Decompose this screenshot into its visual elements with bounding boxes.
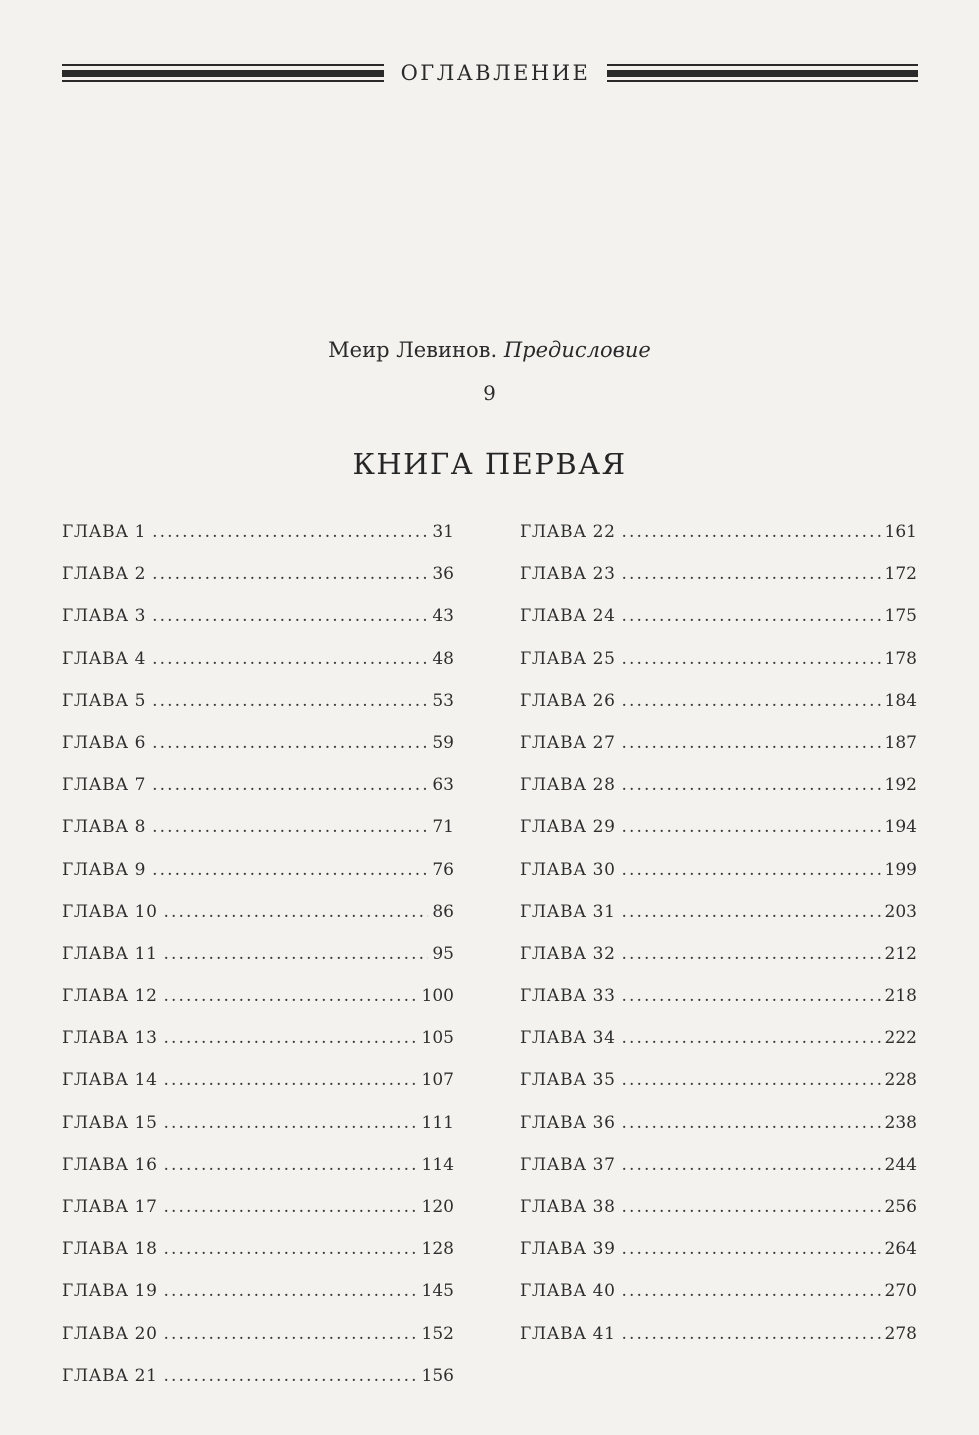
dot-leader [164,1274,418,1308]
dot-leader [152,853,428,887]
page-number: 222 [884,1028,917,1049]
toc-entry[interactable] [62,515,454,557]
dot-leader [622,1317,881,1351]
page-number: 95 [432,943,454,964]
dot-leader [152,810,428,844]
page-number: 145 [421,1281,454,1302]
chapter-label: ГЛАВА 12 [62,986,158,1007]
toc-entry[interactable] [520,642,917,684]
toc-entry[interactable] [62,557,454,599]
toc-entry[interactable] [520,895,917,937]
toc-entry[interactable] [62,1274,454,1316]
page-number: 218 [884,986,917,1007]
page-number: 194 [884,817,917,838]
page-number: 48 [432,648,454,669]
toc-entry[interactable] [62,1148,454,1190]
chapter-label: ГЛАВА 3 [62,606,147,627]
page-number: 203 [884,901,917,922]
dot-leader [622,684,881,718]
chapter-label: ГЛАВА 17 [62,1197,158,1217]
dot-leader [164,979,418,1013]
toc-entry[interactable] [62,895,454,937]
page-title: ОГЛАВЛЕНИЕ [400,61,591,85]
dot-leader [622,726,881,760]
toc-right-column [520,515,917,1359]
page-number: 156 [421,1365,454,1386]
chapter-label: ГЛАВА 27 [520,732,616,753]
toc-entry[interactable] [62,1021,454,1063]
toc-entry[interactable] [520,810,917,852]
dot-leader [622,1274,881,1308]
page-number: 278 [884,1323,917,1344]
dot-leader [164,1232,418,1266]
toc-entry[interactable] [520,937,917,979]
dot-leader [164,1021,418,1055]
toc-entry[interactable] [520,599,917,641]
dot-leader [164,895,429,929]
page-number: 175 [884,606,917,627]
chapter-label: ГЛАВА 4 [62,648,147,669]
dot-leader [152,557,428,591]
dot-leader [622,895,881,929]
page-number: 53 [432,690,454,711]
chapter-label: ГЛАВА 5 [62,690,147,711]
toc-entry[interactable] [62,1359,454,1401]
dot-leader [164,1063,418,1097]
page-number: 212 [884,943,917,964]
page-number: 31 [432,522,454,542]
chapter-label: ГЛАВА 15 [62,1112,158,1133]
page-number: 256 [884,1197,917,1217]
toc-entry[interactable] [62,853,454,895]
dot-leader [622,768,881,802]
page-number: 184 [884,690,917,711]
dot-leader [152,684,428,718]
preface-title: Предисловие [503,338,651,362]
page-header [62,60,918,86]
dot-leader [622,1190,881,1224]
chapter-label: ГЛАВА 19 [62,1281,158,1302]
toc-entry[interactable] [520,1063,917,1105]
toc-entry[interactable] [62,1190,454,1232]
page-number: 172 [884,564,917,585]
page-number: 244 [884,1154,917,1175]
chapter-label: ГЛАВА 39 [520,1239,616,1260]
toc-entry[interactable] [520,853,917,895]
toc-entry[interactable] [520,1148,917,1190]
toc-left-column [62,515,454,1401]
page-number: 76 [432,859,454,880]
chapter-label: ГЛАВА 20 [62,1323,158,1344]
dot-leader [622,1021,881,1055]
chapter-label: ГЛАВА 6 [62,732,147,753]
toc-entry[interactable] [520,684,917,726]
chapter-label: ГЛАВА 33 [520,986,616,1007]
dot-leader [164,1106,418,1140]
dot-leader [164,1359,418,1393]
toc-entry[interactable] [520,1190,917,1232]
toc-entry[interactable] [520,557,917,599]
chapter-label: ГЛАВА 37 [520,1154,616,1175]
toc-entry[interactable] [520,768,917,810]
dot-leader [622,599,881,633]
chapter-label: ГЛАВА 29 [520,817,616,838]
page-number: 59 [432,732,454,753]
chapter-label: ГЛАВА 22 [520,522,616,542]
dot-leader [622,1063,881,1097]
page-number: 43 [432,606,454,627]
chapter-label: ГЛАВА 9 [62,859,147,880]
page-number: 114 [421,1154,454,1175]
chapter-label: ГЛАВА 35 [520,1070,616,1091]
toc-entry[interactable] [520,1021,917,1063]
dot-leader [164,1190,418,1224]
dot-leader [152,515,428,549]
dot-leader [622,515,881,549]
page-number: 178 [884,648,917,669]
toc-entry[interactable] [62,1063,454,1105]
chapter-label: ГЛАВА 23 [520,564,616,585]
dot-leader [622,642,881,676]
chapter-label: ГЛАВА 28 [520,775,616,796]
preface-entry[interactable] [0,336,979,364]
page-number: 199 [884,859,917,880]
dot-leader [622,1232,881,1266]
dot-leader [622,810,881,844]
toc-entry[interactable] [62,599,454,641]
chapter-label: ГЛАВА 30 [520,859,616,880]
chapter-label: ГЛАВА 36 [520,1112,616,1133]
chapter-label: ГЛАВА 26 [520,690,616,711]
dot-leader [622,979,881,1013]
page-number: 187 [884,732,917,753]
dot-leader [622,1148,881,1182]
page-number: 100 [421,986,454,1007]
toc-entry[interactable] [520,1106,917,1148]
toc-entry[interactable] [520,1232,917,1274]
dot-leader [622,1106,881,1140]
chapter-label: ГЛАВА 40 [520,1281,616,1302]
chapter-label: ГЛАВА 21 [62,1365,158,1386]
page-number: 111 [421,1112,454,1133]
toc-entry[interactable] [62,937,454,979]
dot-leader [152,642,428,676]
dot-leader [622,557,881,591]
toc-entry[interactable] [62,726,454,768]
page-number: 36 [432,564,454,585]
dot-leader [152,768,428,802]
page-number: 192 [884,775,917,796]
dot-leader [622,853,881,887]
chapter-label: ГЛАВА 1 [62,522,147,542]
toc-entry[interactable] [520,1274,917,1316]
page-number: 152 [421,1323,454,1344]
chapter-label: ГЛАВА 34 [520,1028,616,1049]
page-number: 270 [884,1281,917,1302]
chapter-label: ГЛАВА 31 [520,901,616,922]
preface-author: Меир Левинов. [328,338,498,362]
header-rule-left [62,64,384,82]
toc-entry[interactable] [62,1317,454,1359]
chapter-label: ГЛАВА 8 [62,817,147,838]
page-number: 238 [884,1112,917,1133]
page-number: 228 [884,1070,917,1091]
toc-entry[interactable] [520,726,917,768]
chapter-label: ГЛАВА 16 [62,1154,158,1175]
book-title: КНИГА ПЕРВАЯ [352,447,627,481]
chapter-label: ГЛАВА 10 [62,901,158,922]
chapter-label: ГЛАВА 38 [520,1197,616,1217]
page-number: 128 [421,1239,454,1260]
chapter-label: ГЛАВА 11 [62,943,158,964]
page-number: 264 [884,1239,917,1260]
dot-leader [152,726,428,760]
chapter-label: ГЛАВА 14 [62,1070,158,1091]
page-number: 63 [432,775,454,796]
page-number: 105 [421,1028,454,1049]
page-number: 120 [421,1197,454,1217]
chapter-label: ГЛАВА 7 [62,775,147,796]
preface-page-number: 9 [483,381,496,405]
toc-entry[interactable] [62,1232,454,1274]
page-number: 161 [884,522,917,542]
chapter-label: ГЛАВА 2 [62,564,147,585]
dot-leader [164,1317,418,1351]
chapter-label: ГЛАВА 41 [520,1323,616,1344]
chapter-label: ГЛАВА 18 [62,1239,158,1260]
toc-entry[interactable] [62,810,454,852]
dot-leader [622,937,881,971]
toc-entry[interactable] [520,979,917,1021]
header-rule-right [607,64,918,82]
chapter-label: ГЛАВА 32 [520,943,616,964]
toc-entry[interactable] [520,515,917,557]
toc-entry[interactable] [62,979,454,1021]
chapter-label: ГЛАВА 24 [520,606,616,627]
chapter-label: ГЛАВА 25 [520,648,616,669]
page-number: 71 [432,817,454,838]
toc-entry[interactable] [62,1106,454,1148]
toc-entry[interactable] [62,642,454,684]
toc-entry[interactable] [62,768,454,810]
toc-entry[interactable] [62,684,454,726]
dot-leader [164,1148,418,1182]
page-number: 86 [432,901,454,922]
chapter-label: ГЛАВА 13 [62,1028,158,1049]
dot-leader [152,599,428,633]
page-number: 107 [421,1070,454,1091]
toc-entry[interactable] [520,1317,917,1359]
dot-leader [164,937,429,971]
